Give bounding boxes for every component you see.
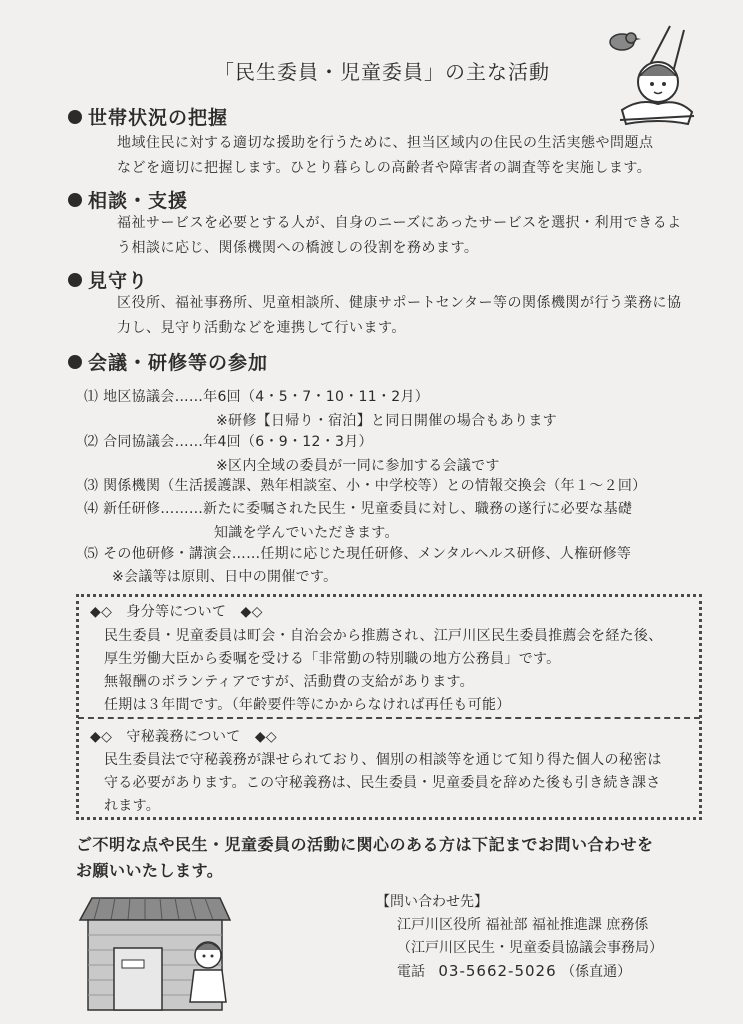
contact-office: 江戸川区役所 福祉部 福祉推進課 庶務係 [397,917,649,933]
bullet-icon [68,273,82,287]
section-heading-consultation: 相談・支援 [68,186,188,213]
meeting-note-1: ※研修【日帰り・宿泊】と同日開催の場合もあります [216,413,557,429]
phone-label: 電話 [397,964,425,980]
status-line-2: 厚生労働大臣から委嘱を受ける「非常勤の特別職の地方公務員」です。 [104,651,561,667]
secrecy-line-3: れます。 [104,798,161,814]
meeting-note-2: ※区内全域の委員が一同に参加する会議です [216,458,500,474]
status-line-1: 民生委員・児童委員は町会・自治会から推薦され、江戸川区民生委員推薦会を経た後、 [104,628,663,644]
meeting-item-2: ⑵ 合同協議会……年4回（6・9・12・3月） [84,434,373,450]
contact-lead: ご不明な点や民生・児童委員の活動に関心のある方は下記までお問い合わせを お願いいたします。 [76,835,654,880]
status-line-4: 任期は３年間です。（年齢要件等にかからなければ再任も可能） [104,697,511,713]
status-heading: ◆◇ 身分等について ◆◇ [90,604,263,620]
secrecy-line-1: 民生委員法で守秘義務が課せられており、個別の相談等を通じて知り得た個人の秘密は [104,752,662,768]
phone-number: 03-5662-5026 [438,962,557,980]
bullet-icon [68,355,82,369]
swing-character-illustration [600,24,700,134]
house-mail-illustration [70,890,250,1015]
phone-note: （係直通） [561,964,632,980]
contact-phone-line [397,960,631,983]
meeting-item-5: ⑸ その他研修・講演会……任期に応じた現任研修、メンタルヘルス研修、人権研修等 [84,546,632,562]
contact-office-sub: （江戸川区民生・児童委員協議会事務局） [397,940,663,956]
notice-divider [78,717,700,719]
secrecy-line-2: 守る必要があります。この守秘義務は、民生委員・児童委員を辞めた後も引き続き課さ [104,775,661,791]
status-line-3: 無報酬のボランティアですが、活動費の支給があります。 [104,674,474,690]
section-body-household: 地域住民に対する適切な援助を行うために、担当区域内の住民の生活実態や問題点 などを適切に把握します。ひとり暮らしの高齢者や障害者の調査等を実施します。 [117,135,654,176]
meetings-footnote: ※会議等は原則、日中の開催です。 [112,569,338,585]
bullet-icon [68,110,82,124]
meeting-item-4: ⑷ 新任研修………新たに委嘱された民生・児童委員に対し、職務の遂行に必要な基礎 [84,501,633,517]
section-heading-household: 世帯状況の把握 [68,103,228,130]
meeting-item-3: ⑶ 関係機関（生活援護課、熟年相談室、小・中学校等）との情報交換会（年１～２回） [84,478,647,494]
meeting-item-1: ⑴ 地区協議会……年6回（4・5・7・10・11・2月） [84,389,430,405]
bullet-icon [68,193,82,207]
page-title: 「民生委員・児童委員」の主な活動 [214,60,550,84]
meeting-note-4: 知識を学んでいただきます。 [214,525,399,541]
section-body-consultation: 福祉サービスを必要とする人が、自身のニーズにあったサービスを選択・利用できるよ う相談に応じ、関係機関への橋渡しの役割を務めます。 [117,215,682,256]
section-heading-watching: 見守り [68,266,148,293]
contact-label: 【問い合わせ先】 [376,894,488,910]
section-body-watching: 区役所、福祉事務所、児童相談所、健康サポートセンター等の関係機関が行う業務に協 力し、見守り活動などを連携して行います。 [117,295,682,336]
section-heading-meetings: 会議・研修等の参加 [68,348,268,375]
secrecy-heading: ◆◇ 守秘義務について ◆◇ [90,729,277,745]
